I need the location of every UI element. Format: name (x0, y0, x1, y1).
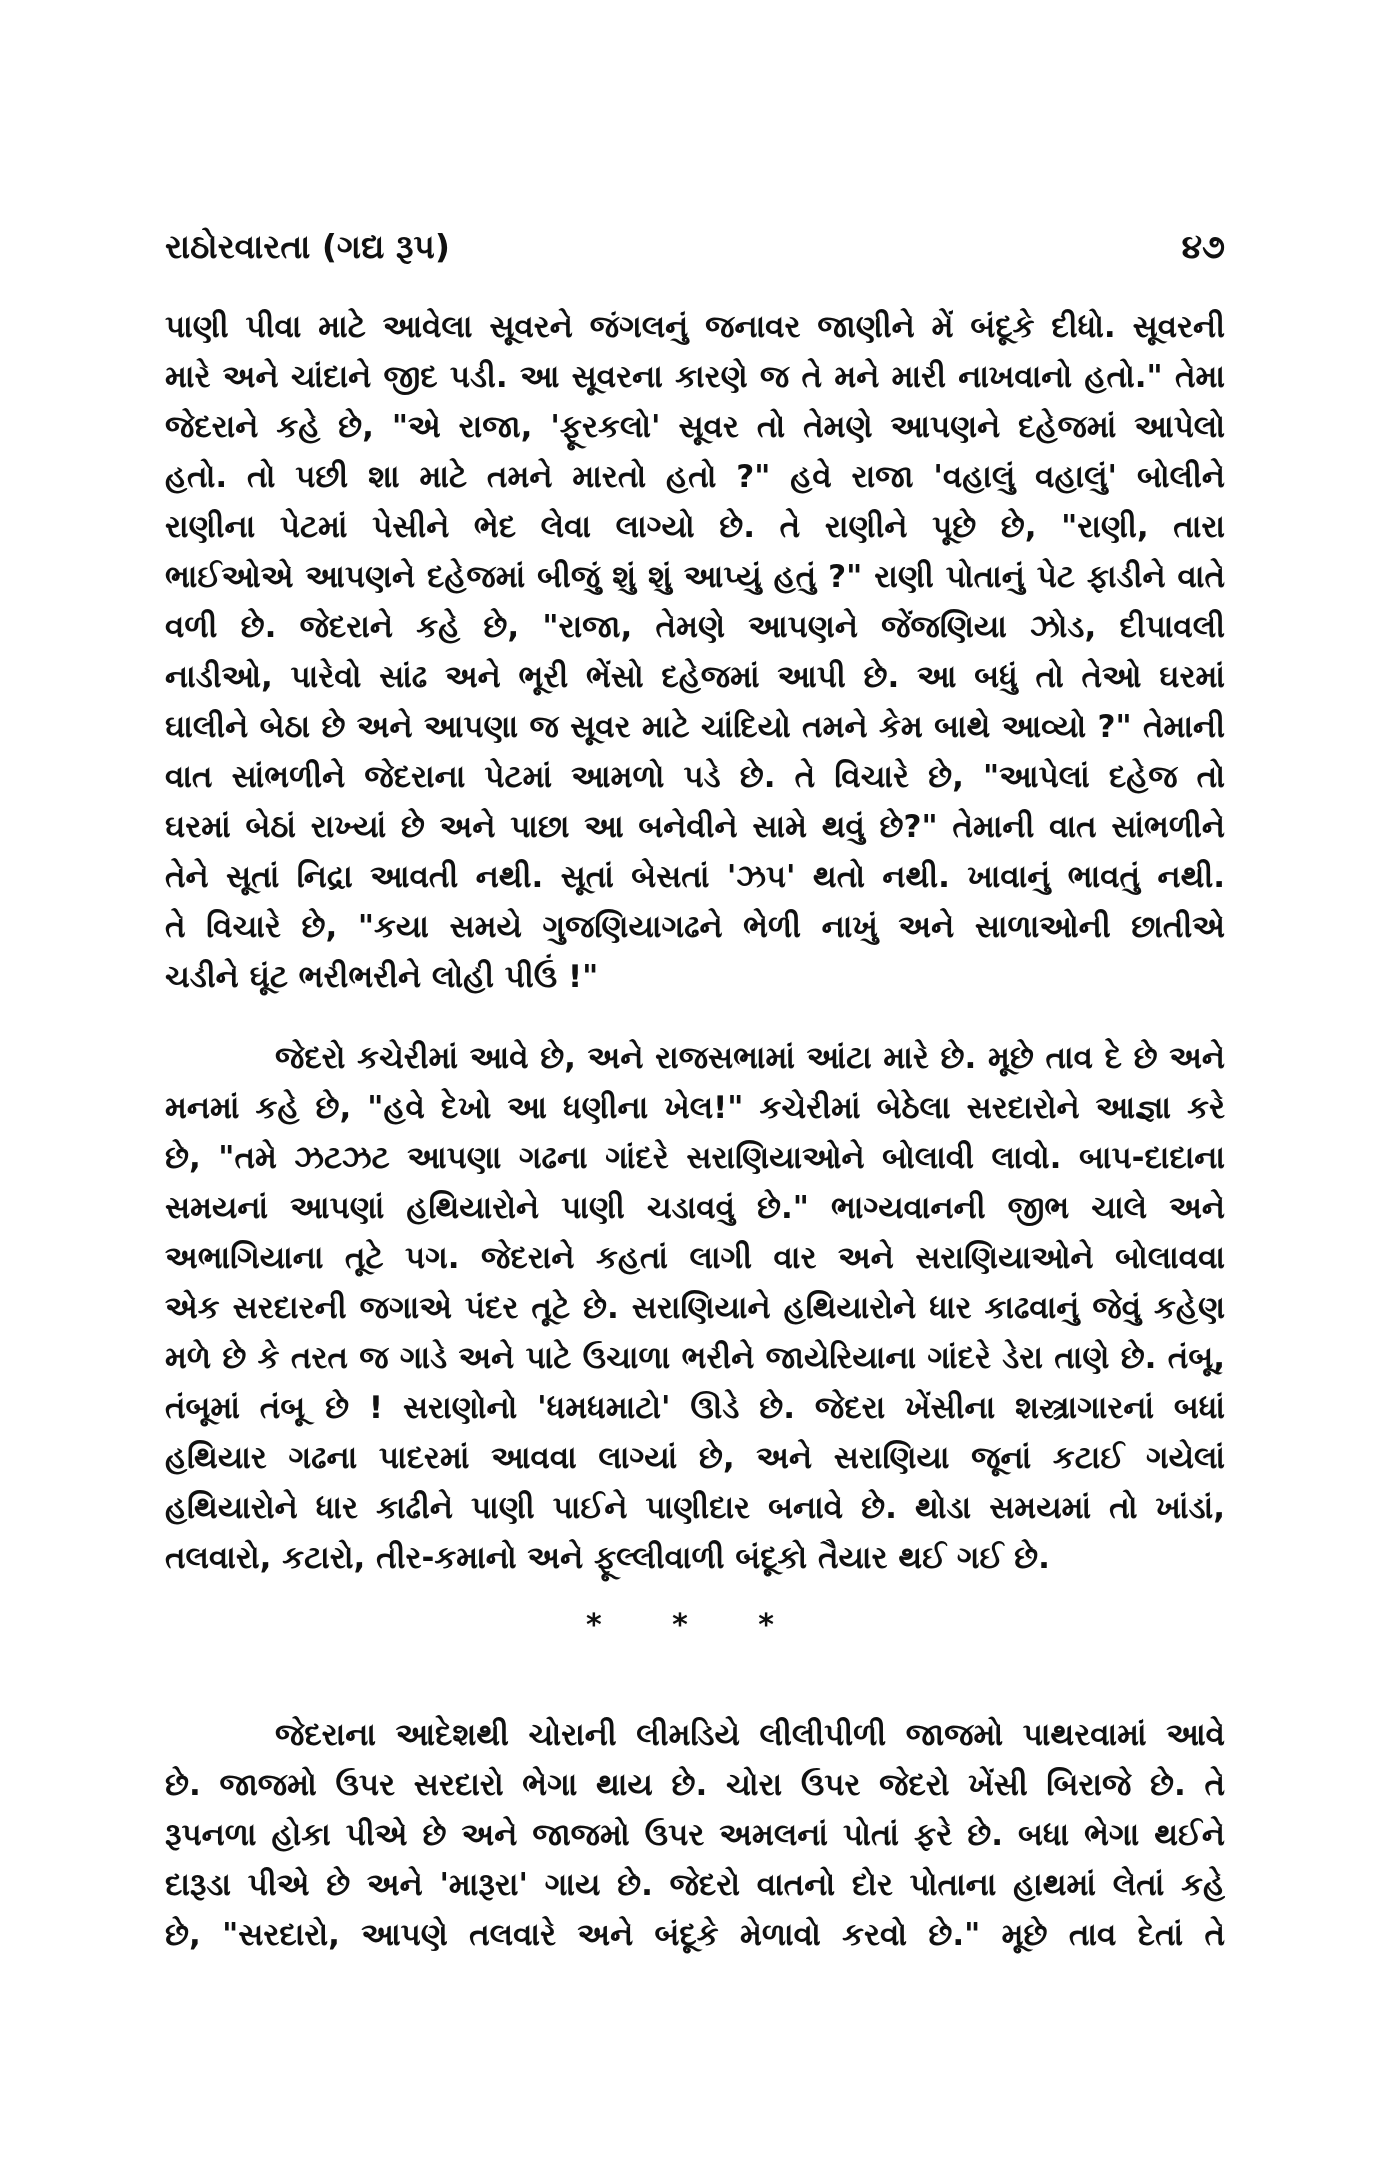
text-line: હથિયારોને ધાર કાઢીને પાણી પાઈને પાણીદાર બનાવે છે. થોડા સમયમાં તો ખાંડાં, (165, 1490, 1225, 1526)
text-line: મારે અને ચાંદાને જીદ પડી. આ સૂવરના કારણે જ તે મને મારી નાખવાનો હતો." તેમા (165, 359, 1225, 395)
text-line: તંબૂમાં તંબૂ છે ! સરાણોનો 'ધમધમાટો' ઊડે છે. જેદરા ખેંસીના શસ્ત્રાગારનાં બધાં (165, 1390, 1225, 1426)
text-line: ઘરમાં બેઠાં રાખ્યાં છે અને પાછા આ બનેવીને સામે થવું છે?" તેમાની વાત સાંભળીને (165, 809, 1225, 845)
text-line: દારૂડા પીએ છે અને 'મારૂરા' ગાય છે. જેદરો વાતનો દોર પોતાના હાથમાં લેતાં કહે (165, 1867, 1225, 1903)
text-line: અભાગિયાના તૂટે પગ. જેદરાને કહતાં લાગી વાર અને સરાણિયાઓને બોલાવવા (165, 1240, 1225, 1276)
text-line: એક સરદારની જગાએ પંદર તૂટે છે. સરાણિયાને હથિયારોને ધાર કાઢવાનું જેવું કહેણ (165, 1290, 1225, 1326)
text-line: જેદરાના આદેશથી ચોરાની લીમડિયે લીલીપીળી જાજમો પાથરવામાં આવે (275, 1717, 1225, 1753)
text-line: મળે છે કે તરત જ ગાડે અને પાટે ઉચાળા ભરીને જાયેરિયાના ગાંદરે ડેરા તાણે છે. તંબૂ, (165, 1340, 1225, 1376)
text-line: સમયનાં આપણાં હથિયારોને પાણી ચડાવવું છે." ભાગ્યવાનની જીભ ચાલે અને (165, 1190, 1225, 1226)
text-line: રૂપનળા હોકા પીએ છે અને જાજમો ઉપર અમલનાં પોતાં ફરે છે. બધા ભેગા થઈને (165, 1817, 1225, 1853)
text-line: નાડીઓ, પારેવો સાંઢ અને ભૂરી ભેંસો દહેજમાં આપી છે. આ બધું તો તેઓ ઘરમાં (165, 659, 1225, 695)
chapter-title: રાઠોરવારતા (ગદ્ય રૂપ) (165, 227, 450, 266)
text-line: છે. જાજમો ઉપર સરદારો ભેગા થાય છે. ચોરા ઉપર જેદરો ખેંસી બિરાજે છે. તે (165, 1767, 1225, 1803)
text-line: વળી છે. જેદરાને કહે છે, "રાજા, તેમણે આપણને જેંજણિયા ઝોડ, દીપાવલી (165, 609, 1225, 645)
text-line: જેદરો કચેરીમાં આવે છે, અને રાજસભામાં આંટા મારે છે. મૂછે તાવ દે છે અને (275, 1040, 1225, 1076)
text-line: રાણીના પેટમાં પેસીને ભેદ લેવા લાગ્યો છે. તે રાણીને પૂછે છે, "રાણી, તારા (165, 509, 1225, 545)
paragraph-2 (165, 1033, 1225, 1583)
text-line: વાત સાંભળીને જેદરાના પેટમાં આમળો પડે છે. તે વિચારે છે, "આપેલાં દહેજ તો (165, 759, 1225, 795)
text-line: ઘાલીને બેઠા છે અને આપણા જ સૂવર માટે ચાંદિયો તમને કેમ બાથે આવ્યો ?" તેમાની (165, 709, 1225, 745)
text-line: છે, "સરદારો, આપણે તલવારે અને બંદૂકે મેળાવો કરવો છે." મૂછે તાવ દેતાં તે (165, 1917, 1225, 1953)
text-line: તેને સૂતાં નિદ્રા આવતી નથી. સૂતાં બેસતાં 'ઝપ' થતો નથી. ખાવાનું ભાવતું નથી. (165, 859, 1225, 895)
text-line: ચડીને ઘૂંટ ભરીભરીને લોહી પીઉં !" (165, 959, 599, 995)
text-line: પાણી પીવા માટે આવેલા સૂવરને જંગલનું જનાવર જાણીને મેં બંદૂકે દીધો. સૂવરની (165, 309, 1225, 345)
text-line: તે વિચારે છે, "કયા સમયે ગુજણિયાગઢને ભેળી નાખું અને સાળાઓની છાતીએ (165, 909, 1225, 945)
text-line: હતો. તો પછી શા માટે તમને મારતો હતો ?" હવે રાજા 'વહાલું વહાલું' બોલીને (165, 459, 1225, 495)
section-separator: * * * (586, 1608, 804, 1643)
running-header (165, 222, 1225, 272)
page-number: ૪૭ (1181, 227, 1225, 266)
text-line: તલવારો, કટારો, તીર-કમાનો અને ફૂલ્લીવાળી બંદૂકો તૈયાર થઈ ગઈ છે. (165, 1540, 1050, 1576)
paragraph-1 (165, 302, 1225, 1002)
text-line: મનમાં કહે છે, "હવે દેખો આ ધણીના ખેલ!" કચેરીમાં બેઠેલા સરદારોને આજ્ઞા કરે (165, 1090, 1225, 1126)
text-line: જેદરાને કહે છે, "એ રાજા, 'ફૂરકલો' સૂવર તો તેમણે આપણને દહેજમાં આપેલો (165, 409, 1225, 445)
text-line: હથિયાર ગઢના પાદરમાં આવવા લાગ્યાં છે, અને સરાણિયા જૂનાં કટાઈ ગયેલાં (165, 1440, 1225, 1476)
paragraph-3 (165, 1710, 1225, 1960)
text-line: ભાઈઓએ આપણને દહેજમાં બીજું શું શું આપ્યું હતું ?" રાણી પોતાનું પેટ ફાડીને વાતે (165, 559, 1225, 595)
text-line: છે, "તમે ઝટઝટ આપણા ગઢના ગાંદરે સરાણિયાઓને બોલાવી લાવો. બાપ-દાદાના (165, 1140, 1225, 1176)
